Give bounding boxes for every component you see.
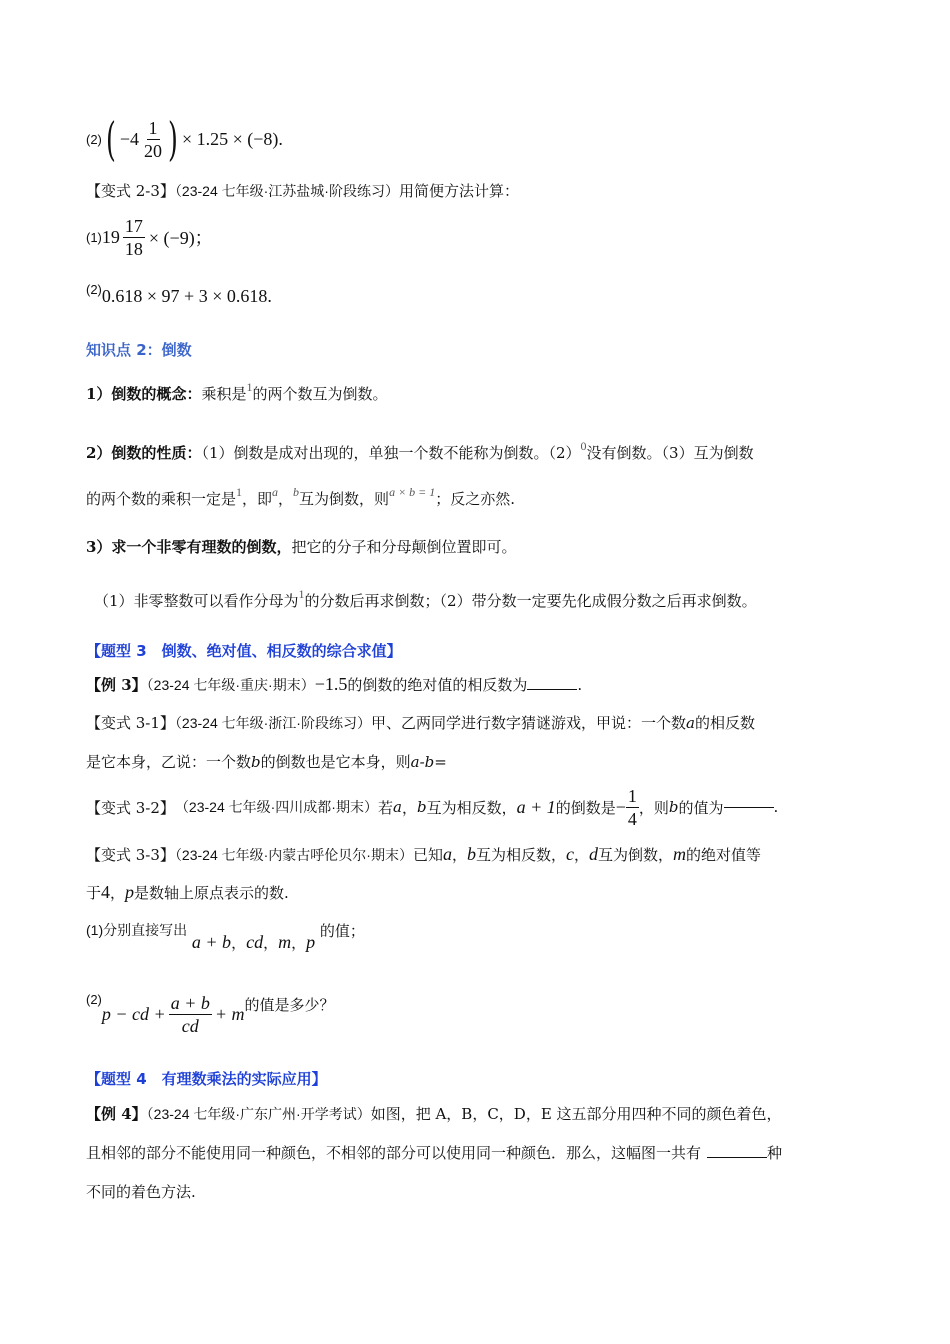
- example-text: 种: [767, 1144, 783, 1162]
- definition-text: 的两个数的乘积一定是: [86, 490, 237, 508]
- var-d: d: [589, 844, 599, 864]
- variant-text: ，: [574, 846, 590, 864]
- part-label: (1): [86, 229, 102, 245]
- number-four: 4: [101, 882, 111, 902]
- expression-p: p: [306, 932, 316, 952]
- example-source: （23-24 七年级·广东广州·开学考试）: [146, 1106, 371, 1122]
- variant-bracket: 【变式 3-3】: [86, 846, 175, 864]
- product-equation: a × b = 1: [389, 485, 436, 499]
- variant-text: 互为相反数，: [476, 846, 567, 864]
- variant-bracket: 【变式 3-2】: [86, 798, 175, 817]
- variant-source: （23-24 七年级·四川成都·期末）: [174, 799, 378, 815]
- variant-3-2-line: [86, 784, 778, 830]
- variant-text: 的倒数是: [555, 798, 616, 817]
- answer-blank: [707, 1157, 767, 1158]
- variant-3-3-part-1: [86, 920, 365, 960]
- definition-1: [86, 380, 387, 404]
- example-end: .: [577, 676, 583, 694]
- definition-text: （1）非零整数可以看作分母为: [94, 592, 299, 610]
- definition-3: [86, 536, 516, 557]
- var-c: c: [566, 844, 575, 864]
- expression: 0.618 × 97 + 3 × 0.618: [101, 286, 268, 306]
- number-zero: 0: [580, 439, 587, 453]
- question-type-4-title: 【题型 4 有理数乘法的实际应用】: [86, 1070, 327, 1088]
- fraction-denominator: 20: [144, 140, 162, 161]
- variant-source: （23-24 七年级·内蒙古呼伦贝尔·期末）: [174, 847, 413, 863]
- variant-2-3-line: [86, 180, 519, 201]
- variant-source: （23-24 七年级·浙江·阶段练习）: [174, 715, 371, 731]
- var-m: m: [673, 844, 687, 864]
- difference-expression: a-b=: [410, 753, 447, 771]
- example-source: （23-24 七年级·重庆·期末）: [146, 677, 315, 693]
- var-b: b: [668, 798, 679, 816]
- definition-text: 没有倒数。（3）互为倒数: [586, 444, 754, 462]
- example-text: 的倒数的绝对值的相反数为: [347, 676, 528, 694]
- fraction-numerator: 1: [627, 785, 637, 806]
- definition-head: 3）求一个非零有理数的倒数，: [86, 538, 292, 556]
- variant-text: ，: [451, 846, 467, 864]
- var-a: a: [685, 714, 695, 732]
- definition-text: ，: [278, 490, 294, 508]
- mixed-whole: 19: [101, 226, 120, 247]
- variant-text: 是数轴上原点表示的数.: [134, 884, 289, 902]
- definition-text: ；反之亦然.: [435, 490, 516, 508]
- definition-text: 互为倒数，则: [299, 490, 390, 508]
- part-label: (1)分别直接写出: [86, 922, 188, 938]
- var-b: b: [467, 844, 476, 864]
- var-a: a: [392, 798, 402, 816]
- var-a: a: [272, 485, 279, 499]
- variant-3-1-line-1: [86, 712, 755, 733]
- variant-text: 若: [377, 798, 393, 817]
- fraction: [142, 119, 164, 160]
- expression-tail: × 1.25 × (−8).: [181, 128, 283, 149]
- problem-label: (2): [86, 131, 102, 147]
- var-b: b: [416, 798, 427, 816]
- variant-text: 的倒数也是它本身，则: [260, 753, 411, 771]
- variant-bracket: 【变式 3-1】: [86, 714, 175, 732]
- right-paren: ): [168, 112, 178, 166]
- question-type-3-title: 【题型 3 倒数、绝对值、相反数的综合求值】: [86, 642, 402, 660]
- variant-text: 互为倒数，: [598, 846, 674, 864]
- fraction-numerator: 17: [124, 215, 143, 236]
- definition-3-notes: [94, 587, 757, 611]
- variant-3-3-part-2: [86, 992, 335, 1042]
- variant-text: 用简便方法计算：: [398, 182, 519, 200]
- var-a: a: [442, 844, 452, 864]
- left-paren: (: [105, 112, 116, 166]
- variant-source: （23-24 七年级·江苏盐城·阶段练习）: [174, 183, 399, 199]
- problem-2-2-1-line: [86, 112, 283, 166]
- example-text: 且相邻的部分不能使用同一种颜色，不相邻的部分可以使用同一种颜色．那么，这幅图一共有: [86, 1144, 702, 1162]
- fraction: [169, 994, 212, 1035]
- example-bracket: 【例 4】: [86, 1105, 147, 1123]
- expression-tail: × (−9)；: [148, 228, 213, 248]
- answer-blank: [527, 689, 577, 690]
- definition-text: 乘积是: [201, 385, 247, 403]
- number-one: 1: [236, 485, 243, 499]
- var-b: b: [293, 485, 300, 499]
- definition-2-line-1: [86, 439, 754, 463]
- definition-text: 把它的分子和分母颠倒位置即可。: [291, 538, 517, 556]
- example-text: 如图，把 A，B，C，D，E 这五部分用四种不同的颜色着色，: [370, 1105, 782, 1123]
- variant-text: 于: [86, 884, 102, 902]
- answer-blank: [724, 807, 774, 808]
- variant-2-3-part-1: [86, 214, 213, 260]
- example-4-line-3: [86, 1181, 196, 1202]
- example-text: 不同的着色方法.: [86, 1183, 196, 1201]
- variant-text: ，: [401, 798, 417, 817]
- separator: ，: [291, 934, 307, 952]
- knowledge-point-2-title: 知识点 2：倒数: [86, 341, 192, 359]
- var-b: b: [251, 753, 261, 771]
- variant-text: 互为相反数，: [426, 798, 517, 817]
- definition-text: （1）倒数是成对出现的，单独一个数不能称为倒数。（2）: [201, 444, 581, 462]
- fraction-denominator: 4: [627, 808, 637, 829]
- definition-text: ，即: [242, 490, 273, 508]
- expression-tail: + m: [214, 1004, 245, 1024]
- part-label: (2): [86, 992, 102, 1007]
- variant-3-3-line-2: [86, 882, 289, 903]
- expression-a-plus-b: a + b: [191, 932, 232, 952]
- variant-text: ，: [110, 884, 126, 902]
- variant-text: 已知: [412, 846, 443, 864]
- fraction-denominator: 18: [124, 238, 143, 259]
- variant-3-3-line-1: [86, 844, 761, 865]
- separator: ，: [231, 934, 247, 952]
- definition-head: 1）倒数的概念：: [86, 385, 202, 403]
- variant-text: 的绝对值等: [686, 846, 762, 864]
- part-label: (2): [86, 282, 102, 297]
- variant-2-3-part-2: [86, 282, 272, 307]
- example-4-line-2: [86, 1142, 782, 1163]
- expression-cd: cd: [246, 932, 264, 952]
- example-bracket: 【例 3】: [86, 676, 147, 694]
- number-one: 1: [246, 380, 253, 394]
- expression-m: m: [278, 932, 292, 952]
- variant-text: ，则: [638, 798, 669, 817]
- variant-bracket: 【变式 2-3】: [86, 182, 175, 200]
- example-4-line-1: [86, 1103, 782, 1124]
- separator: ，: [263, 934, 279, 952]
- expression-tail: .: [267, 286, 272, 306]
- definition-text: 的分数后再求倒数；（2）带分数一定要先化成假分数之后再求倒数。: [304, 592, 757, 610]
- variant-text: 的值为: [678, 798, 724, 817]
- number-one: 1: [298, 587, 305, 601]
- fraction: [626, 787, 639, 828]
- variant-end: .: [773, 798, 779, 816]
- fraction-numerator: 1: [148, 117, 158, 138]
- definition-2-line-2: [86, 485, 515, 509]
- variant-3-1-line-2: [86, 751, 447, 772]
- expression-head: p − cd +: [101, 1004, 166, 1024]
- mixed-whole: −4: [119, 128, 139, 149]
- expression: a + 1: [516, 796, 556, 817]
- example-3: [86, 674, 582, 695]
- part-tail: 的值；: [319, 922, 365, 940]
- number: −1.5: [314, 674, 348, 694]
- fraction: [123, 217, 145, 258]
- part-tail: 的值是多少？: [244, 996, 335, 1014]
- variant-text: 的相反数: [694, 714, 755, 732]
- definition-head: 2）倒数的性质：: [86, 444, 202, 462]
- fraction-denominator: cd: [181, 1016, 199, 1036]
- negative-sign: −: [615, 796, 626, 817]
- variant-text: 甲、乙两同学进行数字猜谜游戏，甲说：一个数: [370, 714, 686, 732]
- fraction-numerator: a + b: [170, 993, 210, 1013]
- variant-text: 是它本身，乙说：一个数: [86, 753, 252, 771]
- definition-text: 的两个数互为倒数。: [252, 385, 388, 403]
- var-p: p: [125, 882, 135, 902]
